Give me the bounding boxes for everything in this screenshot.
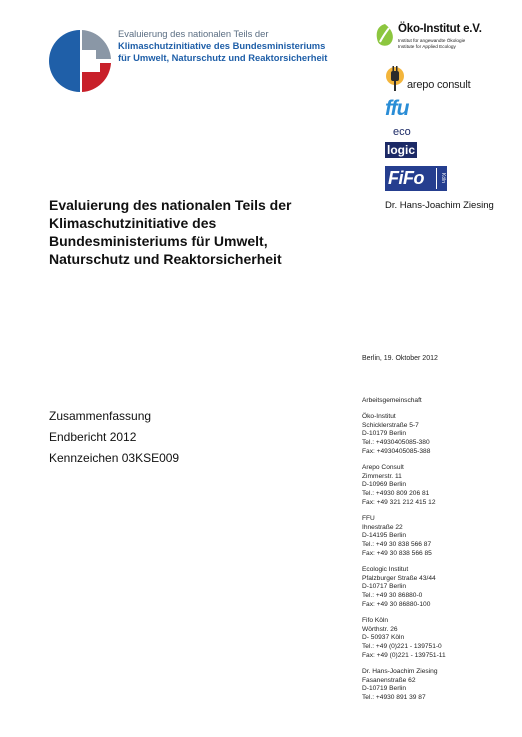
ecologic-logo [385, 126, 419, 160]
address-line: D-10969 Berlin [362, 481, 406, 489]
address-block [362, 668, 517, 703]
address-line: Pfalzburger Straße 43/44 [362, 574, 436, 582]
summary-report: Endbericht 2012 [49, 430, 137, 444]
address-line: Tel.: +4930 809 206 81 [362, 490, 430, 498]
address-line: Fifo Köln [362, 616, 389, 624]
address-line: Fax: +49 (0)221 - 139751-11 [362, 651, 446, 659]
project-emblem-icon [48, 28, 112, 94]
ecologic-eco: eco [393, 126, 411, 138]
title-line: Klimaschutzinitiative des [49, 215, 217, 231]
oeko-leaf-icon [374, 22, 396, 48]
project-logo-line2: Klimaschutzinitiative des Bundesministeriums [118, 40, 326, 52]
address-line: Fax: +4930405085-388 [362, 447, 431, 455]
title-line: Evaluierung des nationalen Teils der [49, 197, 292, 213]
fifo-logo [385, 166, 447, 191]
address-block [362, 617, 517, 661]
address-line: D-10719 Berlin [362, 685, 406, 693]
ziesing-name: Dr. Hans-Joachim Ziesing [385, 200, 494, 211]
address-line: Schicklerstraße 5-7 [362, 421, 419, 429]
address-line: Dr. Hans-Joachim Ziesing [362, 667, 438, 675]
address-line: Fax: +49 30 838 566 85 [362, 549, 432, 557]
address-line: Arepo Consult [362, 463, 404, 471]
address-line: Zimmerstr. 11 [362, 472, 402, 480]
address-line: Fax: +49 30 86880-100 [362, 600, 431, 608]
address-blocks [362, 413, 517, 703]
address-line: FFU [362, 514, 375, 522]
address-line: Tel.: +49 30 838 566 87 [362, 541, 432, 549]
oeko-name: Öko-Institut e.V. [398, 23, 482, 35]
report-date: Berlin, 19. Oktober 2012 [362, 355, 438, 362]
project-logo-line3: für Umwelt, Naturschutz und Reaktorsicherheit [118, 52, 328, 64]
address-line: D-14195 Berlin [362, 532, 406, 540]
address-block [362, 566, 517, 610]
ffu-logo: ffu [385, 97, 409, 120]
summary-type: Zusammenfassung [49, 409, 152, 423]
address-line: D- 50937 Köln [362, 634, 405, 642]
address-line: Ecologic Institut [362, 565, 409, 573]
project-logo [48, 28, 328, 96]
address-line: Öko-Institut [362, 412, 396, 420]
address-block [362, 413, 517, 457]
project-logo-line1: Evaluierung des nationalen Teils der [118, 28, 269, 39]
summary-id: Kennzeichen 03KSE009 [49, 451, 180, 465]
fifo-name: FiFo [388, 168, 424, 188]
address-header: Arbeitsgemeinschaft [362, 397, 422, 404]
address-block [362, 464, 517, 508]
title-line: Bundesministeriums für Umwelt, [49, 233, 268, 249]
address-line: Fax: +49 321 212 415 12 [362, 498, 436, 506]
address-line: Ihnestraße 22 [362, 523, 403, 531]
address-line: Tel.: +4930405085-380 [362, 439, 430, 447]
address-line: D-10179 Berlin [362, 430, 406, 438]
address-block [362, 515, 517, 559]
fifo-city: Köln [436, 168, 446, 189]
oeko-sub2: Institute for Applied Ecology [398, 44, 456, 49]
oeko-sub1: Institut für angewandte Ökologie [398, 38, 466, 43]
arepo-plug-icon [385, 64, 405, 92]
arepo-logo [385, 64, 495, 94]
arepo-name: arepo consult [407, 79, 471, 91]
project-logo-text [118, 28, 338, 65]
title-line: Naturschutz und Reaktorsicherheit [49, 251, 282, 267]
address-line: Wörthstr. 26 [362, 625, 398, 633]
address-column [362, 397, 517, 710]
report-title [49, 196, 329, 268]
report-summary [49, 406, 179, 469]
ecologic-logic: logic [387, 143, 416, 157]
address-line: Tel.: +4930 891 39 87 [362, 694, 426, 702]
address-line: D-10717 Berlin [362, 583, 406, 591]
address-line: Fasanenstraße 62 [362, 676, 416, 684]
address-line: Tel.: +49 (0)221 - 139751-0 [362, 643, 442, 651]
address-line: Tel.: +49 30 86880-0 [362, 592, 423, 600]
oeko-institut-logo [374, 22, 499, 54]
